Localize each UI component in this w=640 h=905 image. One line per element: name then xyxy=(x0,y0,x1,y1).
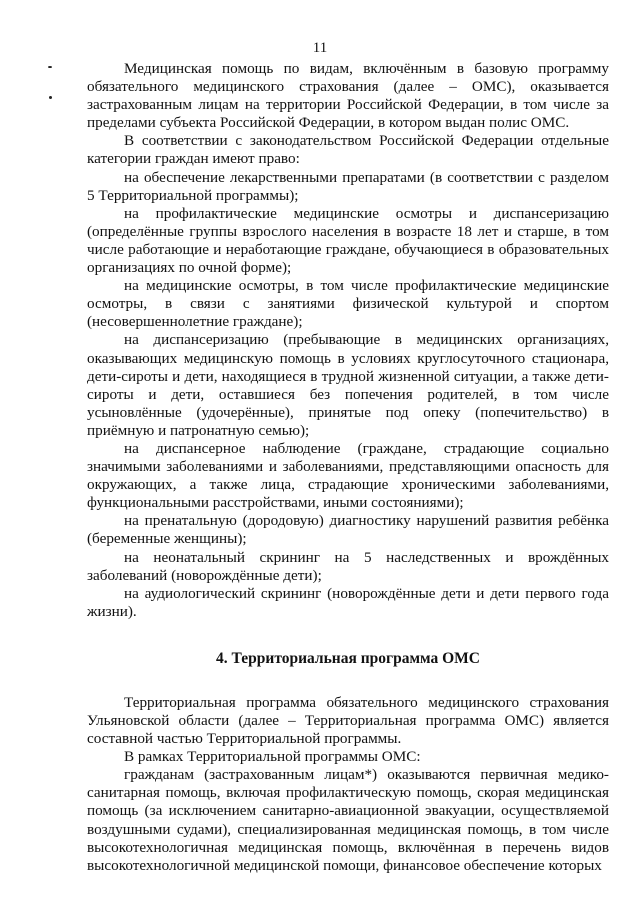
list-item-prenatal-diagnostics: на пренатальную (дородовую) диагностику нарушений развития ребёнка (беременные женщины); xyxy=(87,512,609,548)
margin-mark xyxy=(48,66,52,68)
paragraph-legislation: В соответствии с законодательством Российской Федерации отдельные категории граждан имеют право: xyxy=(87,132,609,168)
paragraph-rights-intro: Медицинская помощь по видам, включённым в базовую программу обязательного медицинского страхования (далее – ОМС), оказывается застрахованным лицам на территории Российской Федерации, в том числе за пределами субъекта Российской Федерации, в котором выдан полис ОМС. xyxy=(87,60,609,132)
list-item-dispensary-observation: на диспансерное наблюдение (граждане, страдающие социально значимыми заболеваниями и заболеваниями, представляющими опасность для окружающих, а также лица, страдающие хроническими заболеваниями, функциональными расстройствами, иными состояниями); xyxy=(87,439,609,512)
list-item-audiological-screening: на аудиологический скрининг (новорождённые дети и дети первого года жизни). xyxy=(87,584,609,620)
list-item-neonatal-screening: на неонатальный скрининг на 5 наследственных и врождённых заболеваний (новорождённые дети); xyxy=(87,548,609,584)
page-number: 11 xyxy=(312,40,328,56)
list-item-preventive-exams: на профилактические медицинские осмотры и диспансеризацию (определённые группы взрослого населения в возрасте 18 лет и старше, в том числе работающие и неработающие граждане, обучающиеся в образовательных организациях по очной форме); xyxy=(87,204,609,277)
paragraph-care-types: гражданам (застрахованным лицам*) оказываются первичная медико-санитарная помощь, включая профилактическую помощь, скорая медицинская помощь (за исключением санитарно-авиационной эвакуации, осуществляемой воздушными судами), специализированная медицинская помощь, в том числе высокотехнологичная медицинская помощь, включённая в перечень видов высокотехнологичной медицинской помощи, финансовое обеспечение которых xyxy=(87,766,609,874)
paragraph-program-scope: В рамках Территориальной программы ОМС: xyxy=(124,748,421,766)
list-item-dispensarization: на диспансеризацию (пребывающие в медицинских организациях, оказывающих медицинскую помощь в условиях круглосуточного стационара, дети-сироты и дети, находящиеся в трудной жизненной ситуации, а также дети-сироты и дети, оставшиеся без попечения родителей, в том числе усыновлённые (удочерённые), принятые под опеку (попечительство) в приёмную и патронатную семью); xyxy=(87,331,609,439)
list-item-medical-exams-sport: на медицинские осмотры, в том числе профилактические медицинские осмотры, в связи с занятиями физической культурой и спортом (несовершеннолетние граждане); xyxy=(87,277,609,331)
list-item-medicines: на обеспечение лекарственными препаратами (в соответствии с разделом 5 Территориальной программы); xyxy=(87,168,609,204)
paragraph-program-definition: Территориальная программа обязательного медицинского страхования Ульяновской области (далее – Территориальная программа ОМС) является составной частью Территориальной программы. xyxy=(87,693,609,748)
section-heading: 4. Территориальная программа ОМС xyxy=(216,649,480,667)
document-body xyxy=(87,60,609,875)
margin-mark xyxy=(49,96,52,99)
